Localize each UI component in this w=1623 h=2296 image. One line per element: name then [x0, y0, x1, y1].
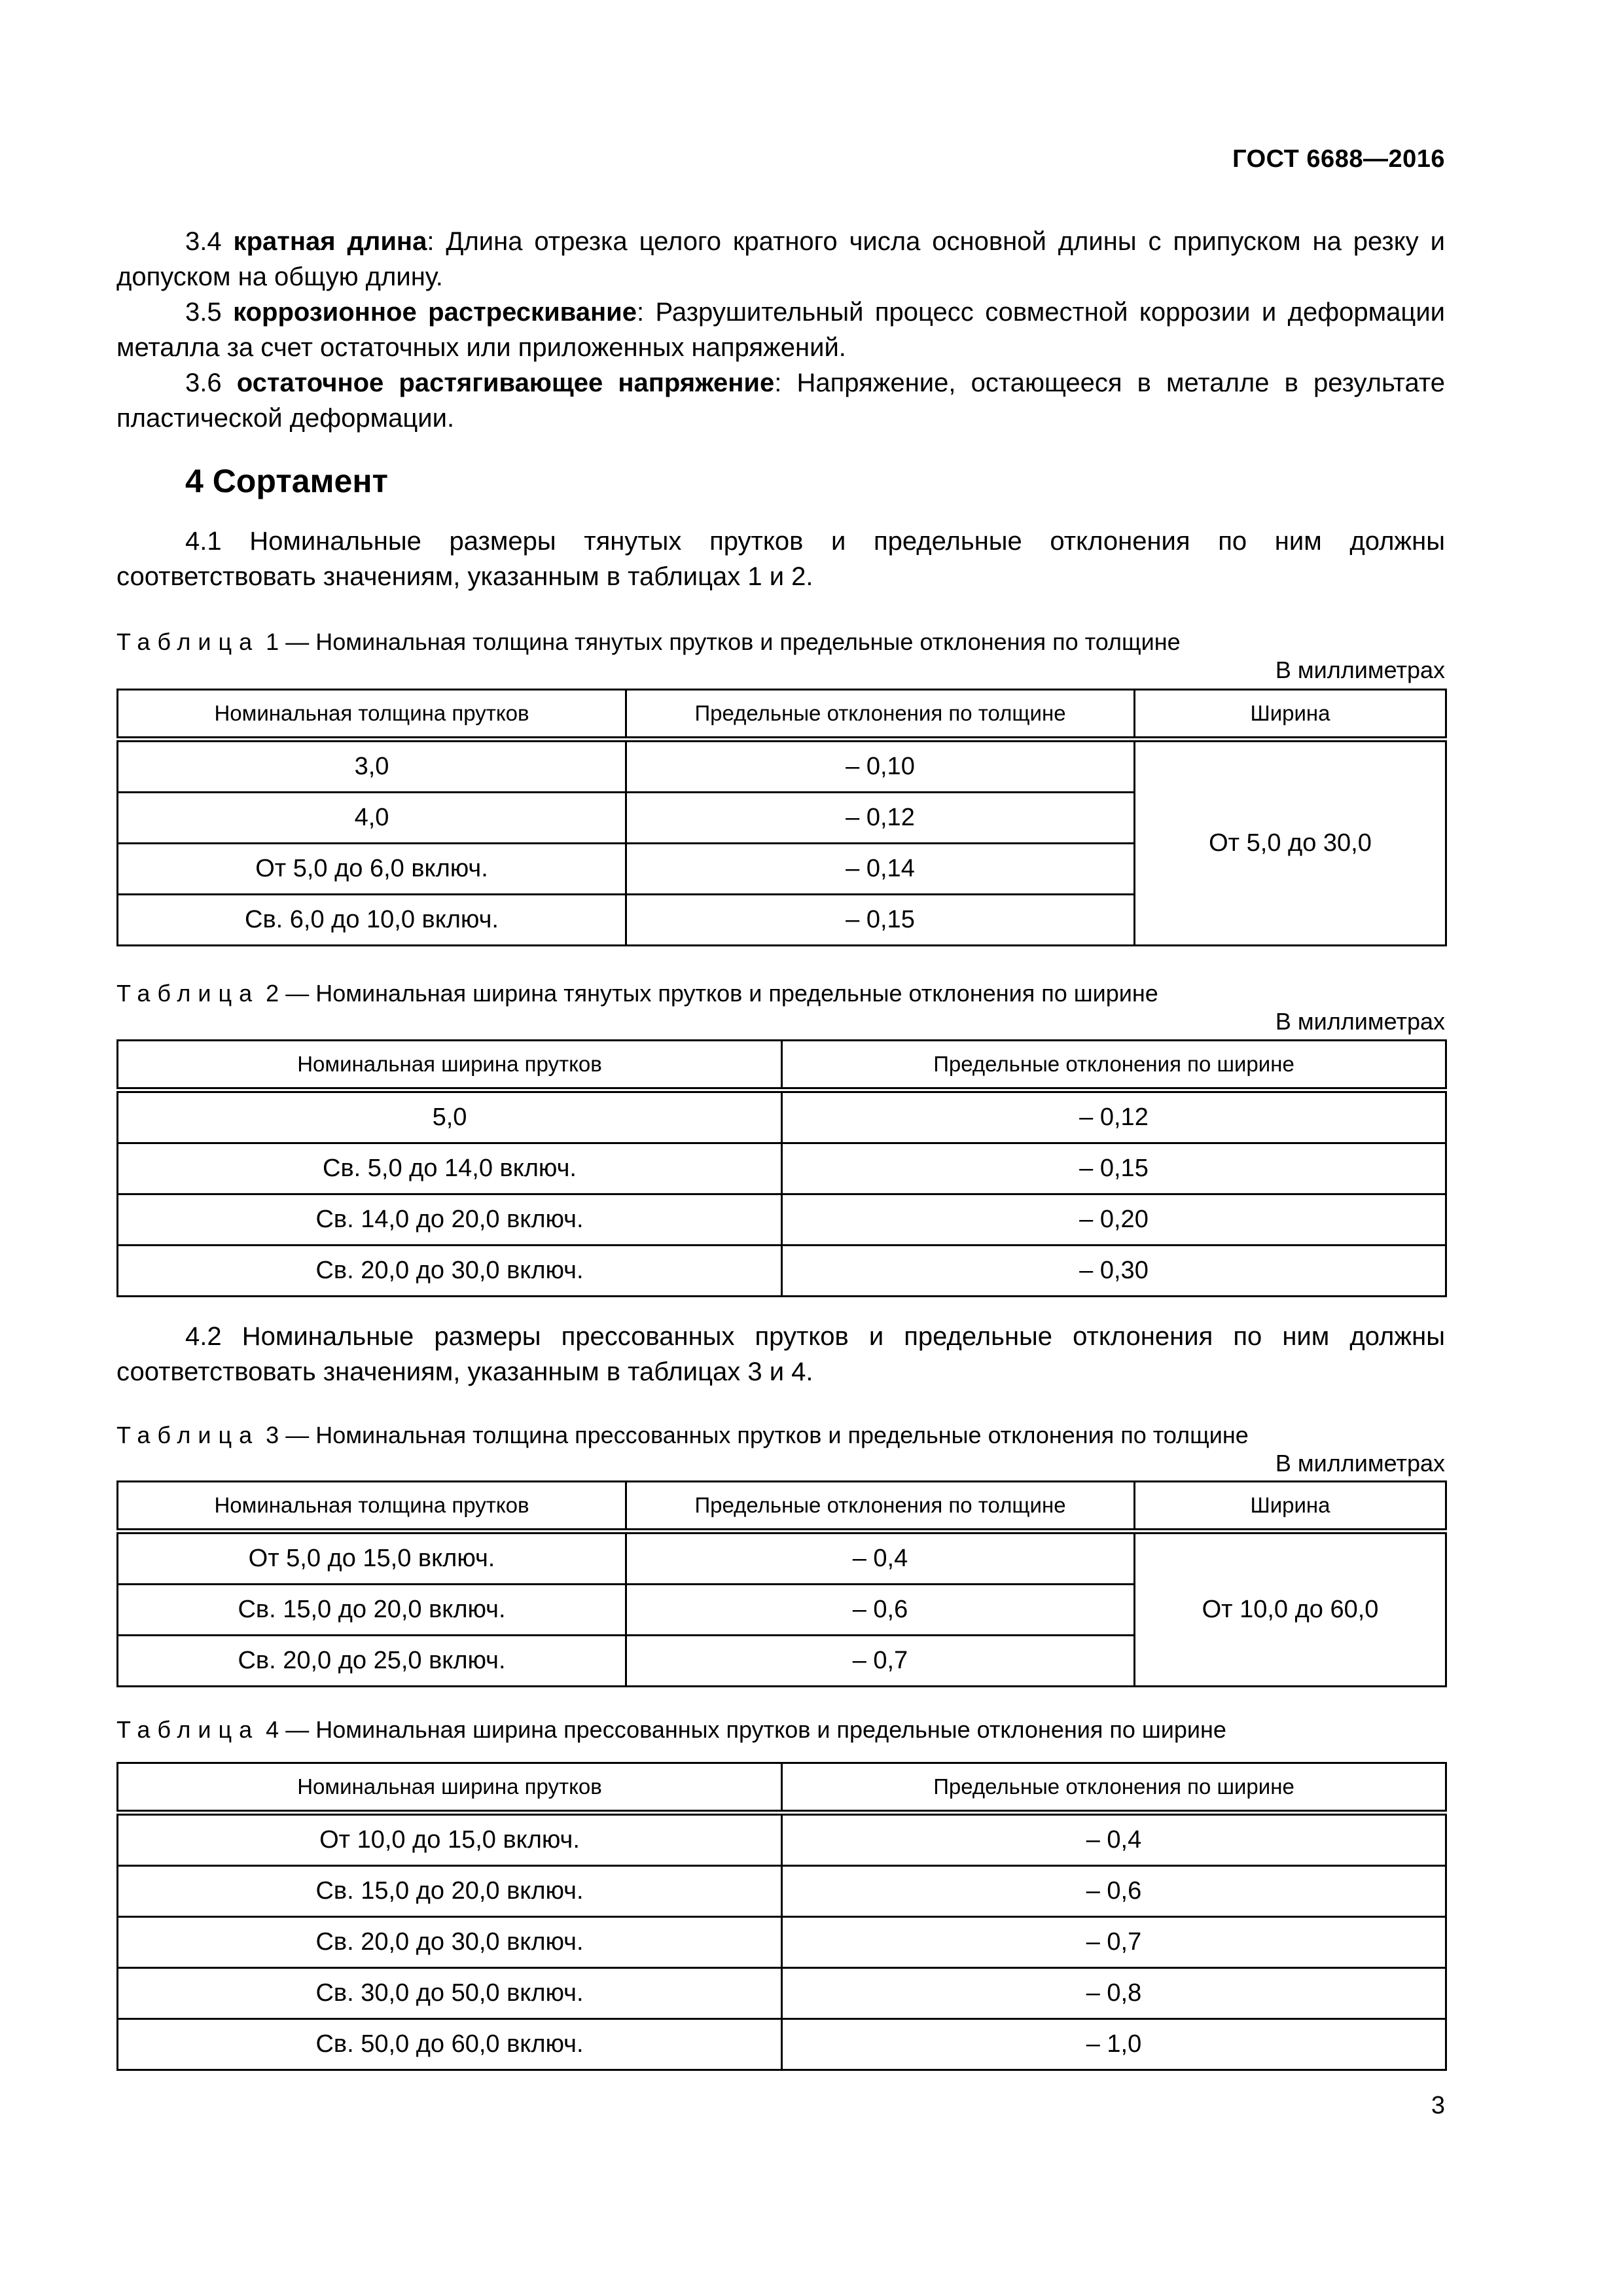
table-cell: Св. 15,0 до 20,0 включ. [118, 1585, 626, 1636]
table-cell: От 5,0 до 6,0 включ. [118, 844, 626, 895]
table-cell: – 0,15 [626, 895, 1135, 946]
table-cell: 4,0 [118, 793, 626, 844]
table-cell: От 5,0 до 15,0 включ. [118, 1532, 626, 1585]
table-header-cell: Предельные отклонения по толщине [626, 1482, 1135, 1532]
table-cell: – 0,30 [782, 1246, 1446, 1297]
table-header-cell: Номинальная толщина прутков [118, 690, 626, 740]
table-cell: Св. 20,0 до 30,0 включ. [118, 1917, 782, 1968]
table-cell: Св. 6,0 до 10,0 включ. [118, 895, 626, 946]
table-header-cell: Предельные отклонения по толщине [626, 690, 1135, 740]
table-cell: Св. 20,0 до 25,0 включ. [118, 1636, 626, 1687]
paragraph-4-2: 4.2 Номинальные размеры прессованных прутков и предельные отклонения по ним должны соответствовать значениям, указанным в таблицах 3 и 4. [116, 1322, 1445, 1386]
table-cell: – 0,15 [782, 1143, 1446, 1194]
definition-term: кратная длина [233, 227, 427, 256]
table-cell: – 0,8 [782, 1968, 1446, 2019]
table-cell: Св. 50,0 до 60,0 включ. [118, 2019, 782, 2070]
table-cell: 5,0 [118, 1090, 782, 1143]
table-cell: От 10,0 до 15,0 включ. [118, 1813, 782, 1866]
definitions-block [116, 224, 1445, 436]
table1-caption: Таблица 1 — Номинальная толщина тянутых прутков и предельные отклонения по толщине [116, 628, 1181, 655]
table-header-cell: Предельные отклонения по ширине [782, 1763, 1446, 1813]
page-number: 3 [1431, 2092, 1445, 2119]
paragraph-4-1: 4.1 Номинальные размеры тянутых прутков и предельные отклонения по ним должны соответствовать значениям, указанным в таблицах 1 и 2. [116, 527, 1445, 591]
definition-term: коррозионное растрескивание [233, 298, 637, 327]
table-row [118, 1143, 1446, 1194]
table1 [116, 689, 1447, 946]
table-cell: – 0,12 [626, 793, 1135, 844]
table4 [116, 1762, 1447, 2071]
table-row [118, 1866, 1446, 1917]
table-header-row [118, 690, 1446, 740]
table2-caption: Таблица 2 — Номинальная ширина тянутых прутков и предельные отклонения по ширине [116, 980, 1158, 1007]
table-cell: Св. 20,0 до 30,0 включ. [118, 1246, 782, 1297]
definition-3-5: 3.5 коррозионное растрескивание: Разрушительный процесс совместной коррозии и деформации металла за счет остаточных или приложенных напряжений. [116, 298, 1446, 362]
table3 [116, 1480, 1447, 1687]
table-cell: – 0,7 [782, 1917, 1446, 1968]
table-row [118, 1813, 1446, 1866]
table4-caption: Таблица 4 — Номинальная ширина прессованных прутков и предельные отклонения по ширине [116, 1716, 1226, 1743]
table-row [118, 2019, 1446, 2070]
table-row [118, 1532, 1446, 1585]
table-cell: – 0,20 [782, 1194, 1446, 1246]
table-row [118, 1194, 1446, 1246]
table1-units: В миллиметрах [1275, 656, 1445, 683]
table-cell: Св. 15,0 до 20,0 включ. [118, 1866, 782, 1917]
document-code: ГОСТ 6688—2016 [1232, 145, 1445, 173]
section-title: 4 Сортамент [185, 463, 389, 499]
definition-term: остаточное растягивающее напряжение [236, 368, 775, 397]
table-cell: – 0,4 [626, 1532, 1135, 1585]
table-cell: – 0,6 [626, 1585, 1135, 1636]
table-header-cell: Ширина [1135, 1482, 1446, 1532]
table-header-cell: Номинальная толщина прутков [118, 1482, 626, 1532]
table-cell: – 1,0 [782, 2019, 1446, 2070]
table-cell-width: От 5,0 до 30,0 [1135, 740, 1446, 946]
table3-caption: Таблица 3 — Номинальная толщина прессованных прутков и предельные отклонения по толщине [116, 1422, 1249, 1448]
table-row [118, 1246, 1446, 1297]
table-row [118, 1968, 1446, 2019]
table-header-cell: Ширина [1135, 690, 1446, 740]
table-header-row [118, 1482, 1446, 1532]
table-row [118, 1917, 1446, 1968]
table2 [116, 1039, 1447, 1297]
table-header-cell: Номинальная ширина прутков [118, 1763, 782, 1813]
table2-units: В миллиметрах [1275, 1008, 1445, 1035]
table-cell: 3,0 [118, 740, 626, 793]
definition-3-4: 3.4 кратная длина: Длина отрезка целого кратного числа основной длины с припуском на резку и допуском на общую длину. [116, 227, 1445, 291]
table3-units: В миллиметрах [1275, 1450, 1445, 1477]
table-cell: – 0,10 [626, 740, 1135, 793]
table-cell: – 0,4 [782, 1813, 1446, 1866]
table-header-cell: Предельные отклонения по ширине [782, 1041, 1446, 1090]
table-cell: – 0,6 [782, 1866, 1446, 1917]
table-row [118, 740, 1446, 793]
table-header-cell: Номинальная ширина прутков [118, 1041, 782, 1090]
table-cell: – 0,14 [626, 844, 1135, 895]
table-cell: Св. 5,0 до 14,0 включ. [118, 1143, 782, 1194]
table-header-row [118, 1041, 1446, 1090]
table-cell: – 0,12 [782, 1090, 1446, 1143]
table-header-row [118, 1763, 1446, 1813]
table-cell-width: От 10,0 до 60,0 [1135, 1532, 1446, 1687]
table-cell: Св. 30,0 до 50,0 включ. [118, 1968, 782, 2019]
table-cell: – 0,7 [626, 1636, 1135, 1687]
table-cell: Св. 14,0 до 20,0 включ. [118, 1194, 782, 1246]
definition-3-6: 3.6 остаточное растягивающее напряжение: Напряжение, остающееся в металле в результате пластической деформации. [116, 368, 1446, 433]
table-row [118, 1090, 1446, 1143]
